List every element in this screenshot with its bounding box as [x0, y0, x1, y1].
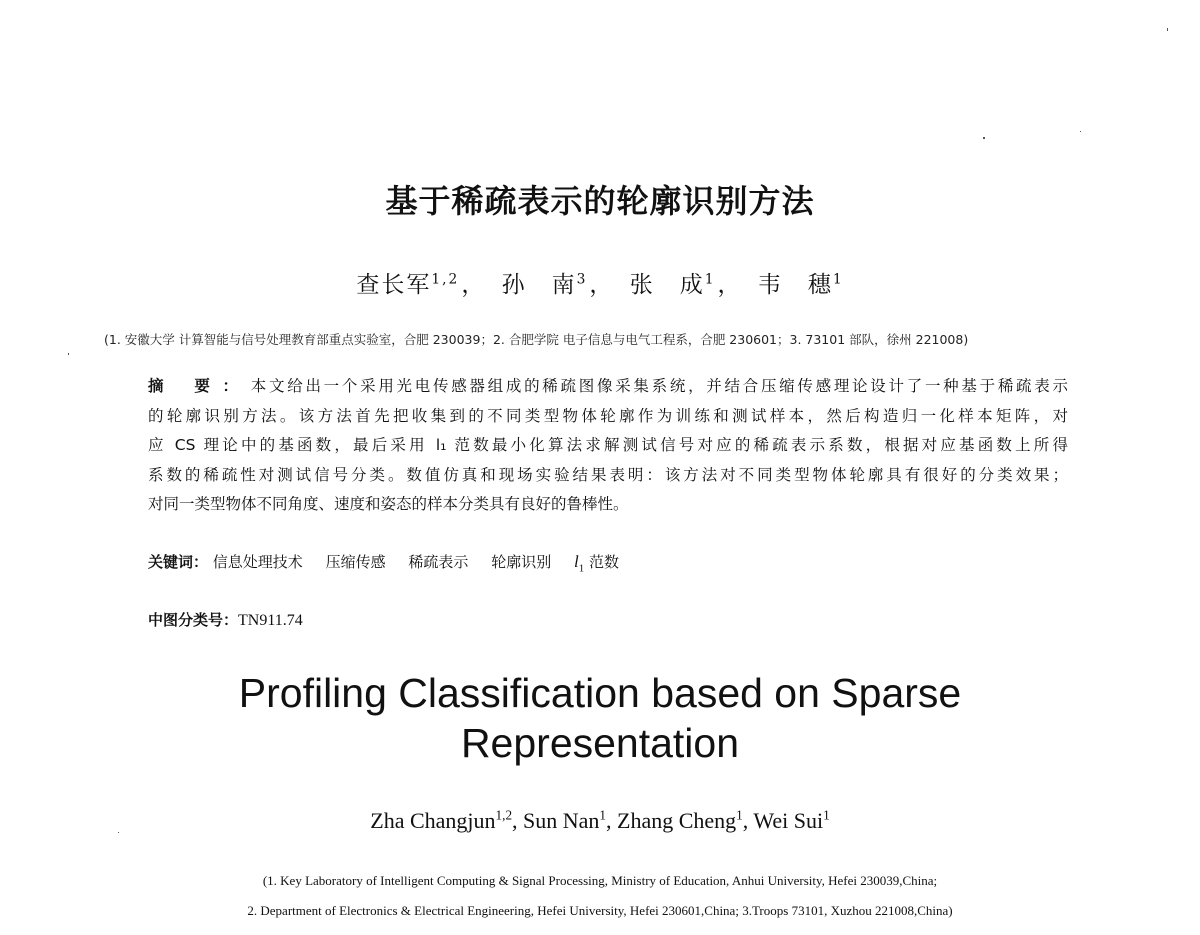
- author-separator: ，: [717, 272, 743, 298]
- scan-speck: [68, 353, 69, 355]
- author-name: 孙 南: [501, 272, 577, 298]
- keyword-l1-norm: [573, 552, 620, 575]
- author-name: Zha Changjun: [370, 808, 496, 833]
- l1-symbol: [573, 552, 585, 575]
- author-name: Wei Sui: [753, 808, 824, 833]
- english-affiliation: [0, 866, 1200, 926]
- abstract-line: 系数的稀疏性对测试信号分类。数值仿真和现场实验结果表明：该方法对不同类型物体轮廓具有很好的分类效果；: [148, 465, 1068, 484]
- scan-speck: [1080, 131, 1081, 132]
- author-name: 韦 穗: [757, 272, 833, 298]
- keyword: 信息处理技术: [212, 553, 303, 571]
- keyword: 范数: [589, 553, 620, 571]
- author-separator: ，: [589, 272, 615, 298]
- author-affiliation-mark: 1: [832, 271, 844, 288]
- abstract-line: 应 CS 理论中的基函数，最后采用 l₁ 范数最小化算法求解测试信号对应的稀疏表示系数，根据对应基函数上所得: [148, 436, 1068, 454]
- keywords-line: [148, 551, 619, 574]
- keyword: 压缩传感: [325, 553, 386, 571]
- abstract-text: 本文给出一个采用光电传感器组成的稀疏图像采集系统，并结合压缩传感理论设计了一种基于稀疏表示: [250, 377, 1068, 395]
- english-title: [0, 668, 1200, 768]
- clc-label: 中图分类号：: [148, 611, 239, 629]
- author-separator: ,: [606, 808, 618, 833]
- scan-speck: [983, 137, 985, 139]
- math-subscript: 1: [578, 562, 585, 575]
- abstract-label: 摘 要：: [148, 377, 251, 395]
- abstract-line: [148, 372, 1068, 402]
- author-affiliation-mark: 1: [704, 271, 716, 288]
- keywords-label: 关键词：: [148, 553, 209, 571]
- scan-speck: [118, 832, 119, 833]
- english-title-line: Representation: [460, 720, 740, 766]
- author-separator: ,: [512, 808, 524, 833]
- author-name: 张 成: [629, 272, 705, 298]
- classification-number: [148, 609, 303, 630]
- abstract-line: 对同一类型物体不同角度、速度和姿态的样本分类具有良好的鲁棒性。: [148, 495, 629, 513]
- author-name: Sun Nan: [523, 808, 600, 833]
- chinese-title: 基于稀疏表示的轮廓识别方法: [385, 182, 815, 220]
- author-name: 查长军: [356, 272, 432, 298]
- author-name: Zhang Cheng: [617, 808, 737, 833]
- author-affiliation-mark: 1: [736, 807, 743, 823]
- chinese-affiliation: (1. 安徽大学 计算智能与信号处理教育部重点实验室，合肥 230039；2. 合肥学院 电子信息与电气工程系，合肥 230601；3. 73101 部队，徐州 221008): [104, 332, 969, 347]
- english-affiliation-line: 2. Department of Electronics & Electrical Engineering, Hefei University, Hefei 230601,China; 3.Troops 73101, Xuzhou 221008,China): [247, 903, 953, 918]
- clc-value: TN911.74: [238, 612, 303, 629]
- author-affiliation-mark: 1,2: [495, 807, 513, 823]
- abstract-line: 的轮廓识别方法。该方法首先把收集到的不同类型物体轮廓作为训练和测试样本，然后构造归一化样本矩阵，对: [148, 406, 1068, 425]
- english-title-line: Profiling Classification based on Sparse: [238, 670, 962, 716]
- keyword: 稀疏表示: [408, 553, 469, 571]
- author-separator: ，: [461, 272, 487, 298]
- scan-speck: [1167, 28, 1168, 31]
- author-affiliation-mark: 3: [576, 271, 588, 288]
- chinese-author-list: [0, 266, 1200, 299]
- keyword: 轮廓识别: [491, 553, 552, 571]
- english-author-list: [0, 808, 1200, 834]
- author-affiliation-mark: 1,2: [431, 271, 460, 288]
- english-affiliation-line: (1. Key Laboratory of Intelligent Computing & Signal Processing, Ministry of Education, Anhui University, Hefei 230039,China;: [262, 873, 938, 888]
- author-affiliation-mark: 1: [599, 807, 607, 823]
- author-affiliation-mark: 1: [823, 807, 830, 823]
- author-separator: ,: [742, 808, 754, 833]
- chinese-abstract: [148, 372, 1068, 520]
- math-symbol: l: [573, 552, 579, 571]
